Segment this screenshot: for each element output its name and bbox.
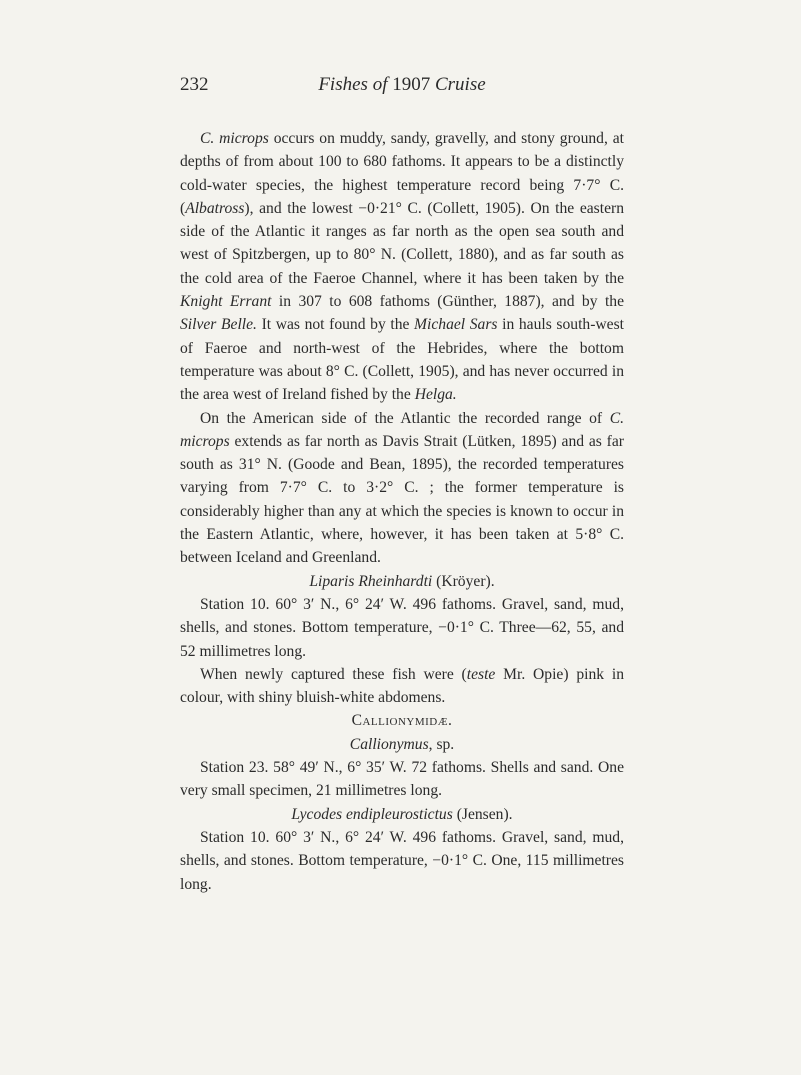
text-span: extends as far north as Davis Strait (Lütken, 1895) and as far south as 31° N. (Goode and Bean, 1895), the recorded temperatures varying from 7·7° C. to 3·2° C. ; the former temperature is considerably higher than any at which the species is known to occur in the Eastern Atlantic, where, however, it has been taken at 5·8° C. between Iceland and Greenland. (180, 432, 624, 567)
text-span: When newly captured these fish were ( (200, 665, 467, 683)
species-name: C. microps (180, 409, 624, 450)
species-name: Lycodes endipleurostictus (291, 805, 453, 823)
genus-name: Callionymus (349, 735, 429, 753)
species-name: Liparis Rheinhardti (309, 572, 433, 590)
paragraph-american-side (180, 407, 624, 570)
species-suffix: , sp. (428, 735, 455, 753)
text-span: in 307 to 608 fathoms (Günther, 1887), and by the (271, 293, 625, 311)
text-span: Mr. Opie) pink in colour, with shiny bluish-white abdomens. (180, 665, 625, 707)
species-heading-lycodes (180, 803, 624, 826)
ship-name: Helga. (414, 386, 457, 404)
text-span: occurs on muddy, sandy, gravelly, and stony ground, at depths of from about 100 to 680 fathoms. It appears to be a distinctly cold-water species, the highest temperature record being 7·7° C. ( (180, 130, 624, 217)
species-heading-liparis (180, 570, 624, 593)
ship-name: Michael Sars (414, 316, 498, 334)
text-span: It was not found by the (256, 316, 415, 334)
paragraph-microps-range (180, 127, 624, 407)
running-title-fishes: Fishes (318, 74, 368, 95)
page-number: 232 (180, 74, 209, 95)
ship-name: Albatross (185, 199, 245, 217)
station-record-lycodes: Station 10. 60° 3′ N., 6° 24′ W. 496 fathoms. Gravel, sand, mud, shells, and stones. Bottom temperature, −0·1° C. One, 115 millimetres long. (180, 828, 624, 893)
running-title (180, 74, 624, 96)
page-body (180, 127, 624, 896)
running-title-of: of (372, 74, 388, 95)
text-span: in hauls south-west of Faeroe and north-west of the Hebrides, where the bottom temperature was about 8° C. (Collett, 1905), and has never occurred in the area west of Ireland fished by the (180, 316, 624, 404)
running-title-year: 1907 (392, 74, 431, 95)
station-record-liparis: Station 10. 60° 3′ N., 6° 24′ W. 496 fathoms. Gravel, sand, mud, shells, and stones. Bottom temperature, −0·1° C. Three—62, 55, and 52 millimetres long. (180, 595, 624, 660)
species-name: C. microps (200, 130, 269, 147)
species-heading-callionymus (180, 733, 624, 756)
latin-term: teste (466, 665, 496, 683)
paragraph-colour-note (180, 663, 624, 710)
species-author: (Kröyer). (432, 572, 495, 590)
ship-name: Knight Errant (180, 293, 272, 311)
text-span: On the American side of the Atlantic the recorded range of (200, 409, 610, 427)
ship-name: Silver Belle. (180, 316, 257, 334)
page-header (180, 74, 624, 98)
family-heading-callionymidae: Callionymidæ. (351, 712, 453, 730)
running-title-cruise: Cruise (434, 74, 486, 95)
species-author: (Jensen). (452, 805, 513, 823)
station-record-callionymus: Station 23. 58° 49′ N., 6° 35′ W. 72 fathoms. Shells and sand. One very small specimen, 21 millimetres long. (180, 759, 624, 800)
text-span: ), and the lowest −0·21° C. (Collett, 1905). On the eastern side of the Atlantic it ranges as far north as the open sea south and west of Spitzbergen, up to 80° N. (Collett, 1880), and as far south as the cold area of the Faeroe Channel, where it has been taken by the (180, 199, 624, 287)
